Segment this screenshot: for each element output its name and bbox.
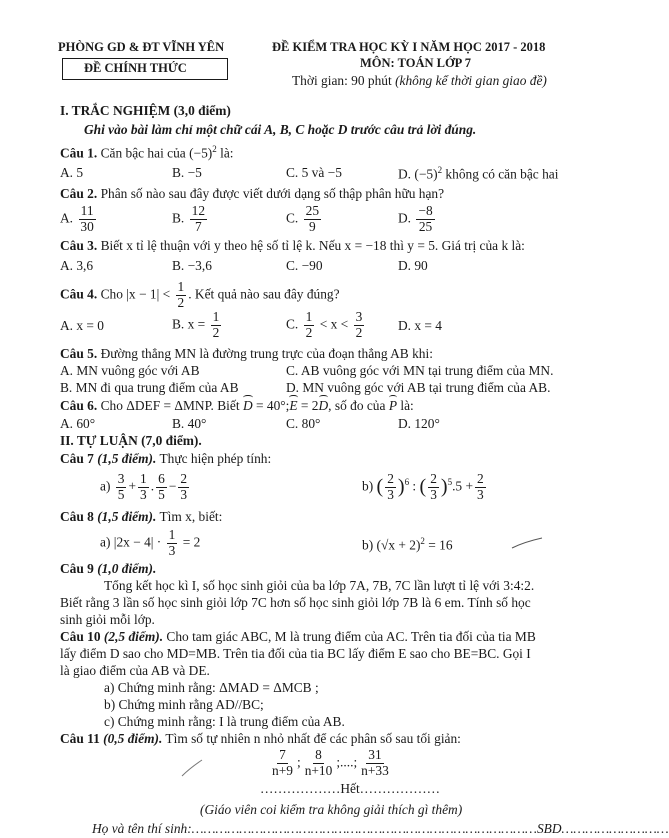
q3-option-a: A. 3,6 xyxy=(60,258,94,273)
q1-option-c: C. 5 và −5 xyxy=(286,165,342,180)
q7-text: Thực hiện phép tính: xyxy=(159,451,272,466)
q9-points: (1,0 điểm). xyxy=(97,561,157,576)
q3-text: Biết x tỉ lệ thuận với y theo hệ số tỉ lệ k. Nếu x = −18 thì y = 5. Giá trị của k là: xyxy=(100,238,525,253)
q7-stem xyxy=(60,451,271,467)
q1-tail: là: xyxy=(220,145,234,161)
q5-option-d: D. MN vuông góc với AB tại trung điểm của AB. xyxy=(286,380,551,395)
q7a-f3-den: 5 xyxy=(158,486,165,502)
q7a-f3-num: 6 xyxy=(158,471,165,486)
candidate-line xyxy=(92,821,669,837)
q7a-f4 xyxy=(178,472,189,502)
subject-title: MÔN: TOÁN LỚP 7 xyxy=(360,56,472,70)
q1-base: (−5) xyxy=(189,145,213,161)
q7b-f1 xyxy=(385,472,396,502)
name-label: Họ và tên thí sinh: xyxy=(92,821,192,836)
q6-option-a: A. 60° xyxy=(60,416,96,431)
q1-d-base: (−5) xyxy=(414,166,438,182)
q7a-expression xyxy=(100,472,191,502)
q11-f2-num: 8 xyxy=(315,747,322,762)
q4-c-prefix: C. xyxy=(286,316,299,332)
q6-text-pre: Cho ΔDEF = ΔMNP. Biết xyxy=(100,398,240,413)
q4-option-b xyxy=(172,310,223,340)
q7a-f2-num: 1 xyxy=(140,471,147,486)
q9-line2: Biết rằng 3 lần số học sinh giỏi lớp 7C hơn số học sinh giỏi lớp 7B là 6 em. Tính số học xyxy=(60,595,531,610)
q11-f1-den: n+9 xyxy=(272,762,293,778)
q4-c-fraction2 xyxy=(354,310,365,340)
q6-stem xyxy=(60,398,414,414)
q8b-post: = 16 xyxy=(428,537,453,553)
q7b-label: b) xyxy=(362,478,374,494)
q2-d-den: 25 xyxy=(418,218,433,234)
q4-b-fraction xyxy=(211,310,222,340)
q11-f3 xyxy=(359,748,391,778)
q7a-f2-den: 3 xyxy=(140,486,147,502)
q1-label: Câu 1. xyxy=(60,145,98,161)
q7b-f3-den: 3 xyxy=(477,486,484,502)
q4-b-den: 2 xyxy=(212,324,220,340)
q2-option-c xyxy=(286,204,323,234)
q10-label: Câu 10 xyxy=(60,629,101,644)
q7a-f4-den: 3 xyxy=(180,486,188,502)
time-note: (không kể thời gian giao đề) xyxy=(395,73,547,88)
q6-angle-p: P xyxy=(388,398,397,413)
q1-stem xyxy=(60,144,234,161)
q7-points: (1,5 điểm). xyxy=(97,451,157,466)
q6-t4: là: xyxy=(400,398,414,413)
q11-f1-num: 7 xyxy=(279,747,286,762)
q6-t1: = 40°; xyxy=(255,398,290,413)
q7a-op1: + xyxy=(128,478,137,494)
q2-d-num: −8 xyxy=(418,203,433,218)
q7a-f1-den: 5 xyxy=(117,486,125,502)
q1-option-d xyxy=(398,165,558,182)
q10-line3: là giao điểm của AB và DE. xyxy=(60,663,210,678)
q10-part-a: a) Chứng minh rằng: ΔMAD = ΔMCB ; xyxy=(104,680,319,695)
q2-c-letter: C. xyxy=(286,210,299,226)
q7b-f1-den: 3 xyxy=(387,486,394,502)
q11-f2 xyxy=(303,748,335,778)
q4-c-num2: 3 xyxy=(355,309,363,324)
q4-option-c xyxy=(286,310,366,340)
q7-label: Câu 7 xyxy=(60,451,94,466)
q2-option-b xyxy=(172,204,209,234)
q4-c-num1: 1 xyxy=(305,309,313,324)
q6-option-c: C. 80° xyxy=(286,416,321,431)
q7b-expression: b) ( $\frac{2}{3}$ )$^6$ : ( $\frac{2}{3}$ )$^5$.5 + $\frac{2}{3}$ xyxy=(362,471,484,502)
q4-option-d: D. x = 4 xyxy=(398,318,443,333)
q8a-label: a) xyxy=(100,534,111,550)
q7b-exp1: 6 xyxy=(404,476,410,487)
department-name: PHÒNG GD & ĐT VĨNH YÊN xyxy=(58,40,225,54)
q4-c-mid: < x < xyxy=(319,316,349,332)
end-marker: ………………Hết……………… xyxy=(260,781,441,796)
q6-angle-e: E xyxy=(289,398,298,413)
q6-angle-d: D xyxy=(242,398,253,413)
q7a-f4-num: 2 xyxy=(180,471,188,486)
q2-option-d xyxy=(398,204,437,234)
q2-c-den: 9 xyxy=(308,218,316,234)
pen-mark xyxy=(510,536,544,550)
q1-d-prefix: D. xyxy=(398,166,412,182)
q2-b-num: 12 xyxy=(191,203,206,218)
q7a-f3 xyxy=(156,472,167,502)
q7b-exp2: 5 xyxy=(447,476,453,487)
q11-sep: ;....; xyxy=(336,754,358,770)
q1-text: Căn bậc hai của xyxy=(100,145,186,161)
q4-text-post: . Kết quả nào sau đây đúng? xyxy=(188,286,340,302)
q11-text: Tìm số tự nhiên n nhỏ nhất để các phân số sau tối giản: xyxy=(165,731,461,746)
section2-title: II. TỰ LUẬN (7,0 điểm). xyxy=(60,433,202,448)
section1-title: I. TRẮC NGHIỆM (3,0 điểm) xyxy=(60,103,231,118)
q3-option-b: B. −3,6 xyxy=(172,258,212,273)
q10-line1 xyxy=(60,629,536,645)
q6-angle-d2: D xyxy=(318,398,329,413)
q8a-expression xyxy=(100,528,200,558)
q4-label: Câu 4. xyxy=(60,286,98,302)
q11-fractions: $\frac{7}{n+9}$ ; $\frac{8}{n+10}$ ;....; $\frac{31}{n+33}$ xyxy=(272,747,389,778)
q3-label: Câu 3. xyxy=(60,238,98,253)
q4-c-den2: 2 xyxy=(355,324,363,340)
q9-label: Câu 9 xyxy=(60,561,94,576)
q7b-f3 xyxy=(475,472,486,502)
q3-stem xyxy=(60,238,525,254)
official-label: ĐỀ CHÍNH THỨC xyxy=(84,61,187,75)
q10-line2: lấy điểm D sao cho MD=MB. Trên tia đối của tia BC lấy điểm E sao cho BE=BC. Gọi I xyxy=(60,646,531,661)
q6-option-b: B. 40° xyxy=(172,416,207,431)
q5-text: Đường thẳng MN là đường trung trực của đoạn thẳng AB khi: xyxy=(100,346,433,361)
q10-part-c: c) Chứng minh rằng: I là trung điểm của AB. xyxy=(104,714,345,729)
q5-option-a: A. MN vuông góc với AB xyxy=(60,363,200,378)
q4-half-den: 2 xyxy=(177,294,185,310)
q4-c-den1: 2 xyxy=(305,324,313,340)
q9-stem xyxy=(60,561,156,577)
q5-stem xyxy=(60,346,433,362)
q4-half-fraction xyxy=(176,280,187,310)
q9-line1: Tổng kết học kì I, số học sinh giỏi của ba lớp 7A, 7B, 7C lần lượt tỉ lệ với 3:4:2. xyxy=(104,578,535,593)
q7a-f1-num: 3 xyxy=(117,471,125,486)
time-text: Thời gian: 90 phút xyxy=(292,73,392,88)
q1-exp: 2 xyxy=(212,144,217,154)
q11-stem xyxy=(60,731,461,747)
q3-option-d: D. 90 xyxy=(398,258,428,273)
q10-part-b: b) Chứng minh rằng AD//BC; xyxy=(104,697,264,712)
q7b-f3-num: 2 xyxy=(477,471,484,486)
q8a-fraction xyxy=(167,528,178,558)
q2-stem xyxy=(60,186,444,202)
q8a-pre: |2x − 4| · xyxy=(113,534,162,550)
section1-instruction: Ghi vào bài làm chỉ một chữ cái A, B, C hoặc D trước câu trả lời đúng. xyxy=(84,122,477,137)
q11-f2-den: n+10 xyxy=(304,762,333,778)
q2-text: Phân số nào sau đây được viết dưới dạng số thập phân hữu hạn? xyxy=(100,186,445,201)
q7a-f1 xyxy=(116,472,127,502)
q2-a-num: 11 xyxy=(80,203,94,218)
q4-stem xyxy=(60,280,340,310)
q4-half-num: 1 xyxy=(177,279,185,294)
q4-c-fraction1 xyxy=(304,310,315,340)
time-line xyxy=(292,73,547,89)
name-dots: …………………………………………………………………………… xyxy=(191,821,537,836)
q7b-f2-den: 3 xyxy=(430,486,437,502)
q2-b-letter: B. xyxy=(172,210,185,226)
q8a-post: = 2 xyxy=(182,534,201,550)
q2-label: Câu 2. xyxy=(60,186,98,201)
q7b-f2 xyxy=(428,472,439,502)
q8b-label: b) xyxy=(362,537,374,553)
q4-b-num: 1 xyxy=(212,309,220,324)
q7b-op1: : xyxy=(412,478,417,494)
q10-points: (2,5 điểm). xyxy=(103,629,164,644)
q10-p1: Cho tam giác ABC, M là trung điểm của AC. Trên tia đối của tia MB xyxy=(166,629,536,644)
q8b-expression xyxy=(362,536,453,553)
q2-option-a xyxy=(60,204,98,234)
q8-points: (1,5 điểm). xyxy=(97,509,157,524)
q2-c-fraction xyxy=(304,204,321,234)
q9-line3: sinh giỏi mỗi lớp. xyxy=(60,612,155,627)
q8a-num: 1 xyxy=(168,527,176,542)
sbd-label: SBD xyxy=(536,821,562,836)
pen-mark-2 xyxy=(180,758,204,778)
q6-t3: , số đo của xyxy=(328,398,386,413)
q7b-f1-num: 2 xyxy=(387,471,394,486)
q11-points: (0,5 điểm). xyxy=(103,731,163,746)
q2-c-num: 25 xyxy=(305,203,320,218)
q6-t2: = 2 xyxy=(300,398,319,413)
q1-d-exp: 2 xyxy=(437,165,443,175)
q2-a-fraction xyxy=(78,204,95,234)
q11-f3-den: n+33 xyxy=(361,762,389,778)
q2-d-fraction xyxy=(416,204,434,234)
q7a-f2 xyxy=(138,472,149,502)
q2-b-fraction xyxy=(190,204,207,234)
q6-label: Câu 6. xyxy=(60,398,98,413)
q2-a-letter: A. xyxy=(60,210,74,226)
exam-title: ĐỀ KIỂM TRA HỌC KỲ I NĂM HỌC 2017 - 2018 xyxy=(272,40,546,54)
q11-f1 xyxy=(270,748,295,778)
q4-text-pre: Cho |x − 1| < xyxy=(100,286,171,302)
q8a-den: 3 xyxy=(168,542,176,558)
q5-label: Câu 5. xyxy=(60,346,98,361)
q1-option-b: B. −5 xyxy=(172,165,202,180)
q2-d-letter: D. xyxy=(398,210,412,226)
q2-b-den: 7 xyxy=(194,218,202,234)
q8-stem xyxy=(60,509,222,525)
q5-option-b: B. MN đi qua trung điểm của AB xyxy=(60,380,239,395)
q7b-op2: .5 + xyxy=(452,478,474,494)
q7a-op3: − xyxy=(168,478,177,494)
q8-text: Tìm x, biết: xyxy=(159,509,223,524)
q11-f3-num: 31 xyxy=(368,747,382,762)
q8-label: Câu 8 xyxy=(60,509,94,524)
q11-label: Câu 11 xyxy=(60,731,100,746)
q1-option-a: A. 5 xyxy=(60,165,84,180)
q5-option-c: C. AB vuông góc với MN tại trung điểm của MN. xyxy=(286,363,554,378)
q2-a-den: 30 xyxy=(80,218,94,234)
q4-b-prefix: B. x = xyxy=(172,316,206,332)
q8b-expr: (√x + 2) xyxy=(376,537,421,553)
q7a-label: a) xyxy=(100,478,111,494)
q8b-exp: 2 xyxy=(420,536,425,546)
q7b-f2-num: 2 xyxy=(430,471,437,486)
proctor-note: (Giáo viên coi kiểm tra không giải thích gì thêm) xyxy=(200,802,463,817)
q6-option-d: D. 120° xyxy=(398,416,440,431)
q4-option-a: A. x = 0 xyxy=(60,318,105,333)
q1-d-tail: không có căn bậc hai xyxy=(445,166,559,182)
q3-option-c: C. −90 xyxy=(286,258,323,273)
q7a-op2: . xyxy=(150,478,155,494)
sbd-dots: ……………………… xyxy=(561,821,669,836)
